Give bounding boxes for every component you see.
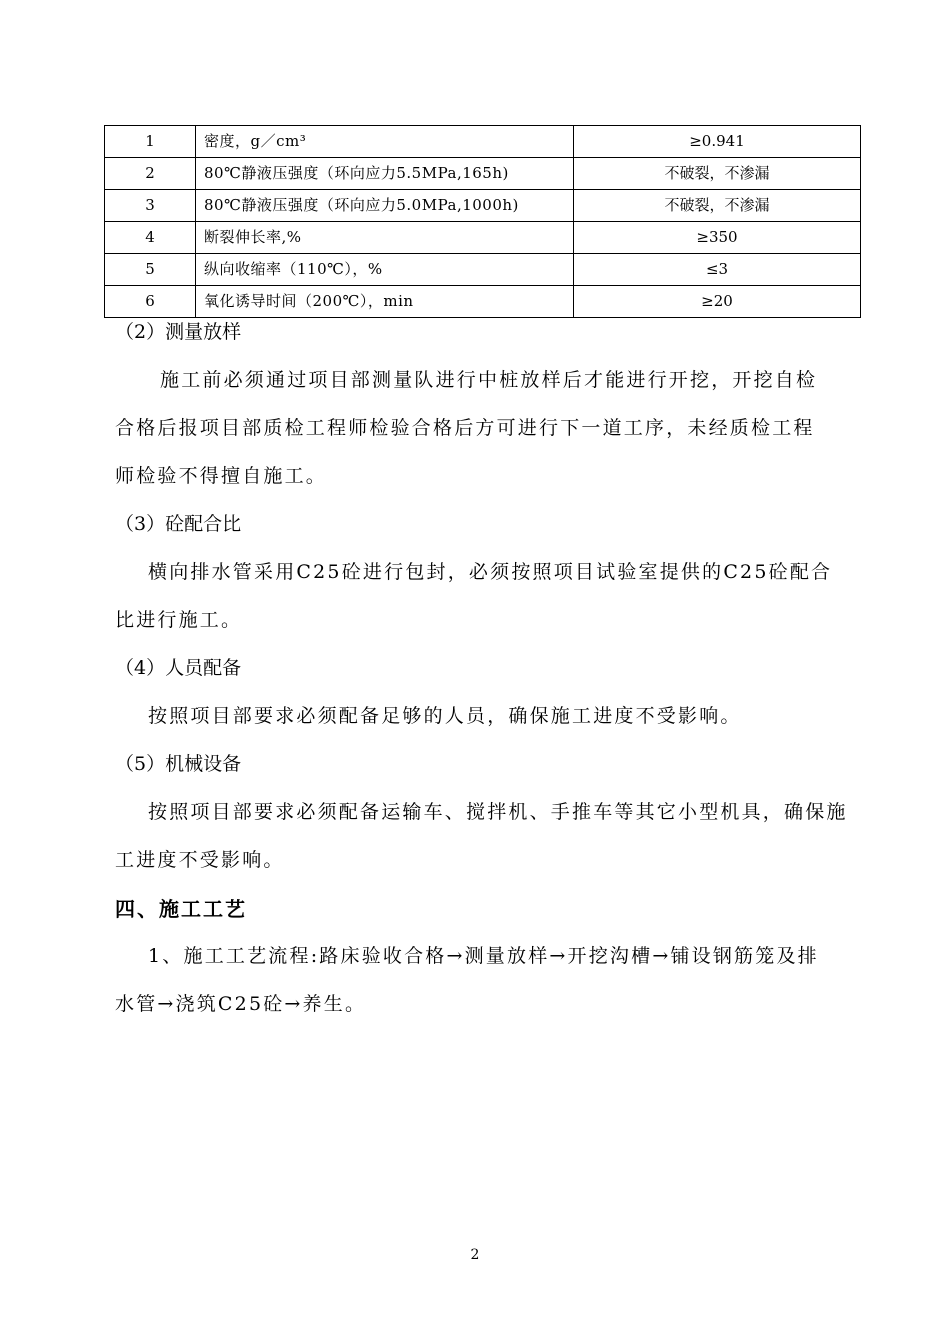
row-number: 3 xyxy=(105,190,196,222)
paragraph-line: 按照项目部要求必须配备足够的人员，确保施工进度不受影响。 xyxy=(148,705,742,727)
page-number: 2 xyxy=(470,1247,480,1263)
table-row xyxy=(105,126,861,158)
paragraph-line: 施工前必须通过项目部测量队进行中桩放样后才能进行开挖，开挖自检 xyxy=(160,369,818,391)
section-heading-machinery: （5）机械设备 xyxy=(115,753,242,775)
row-item: 断裂伸长率,% xyxy=(196,222,574,254)
chapter-heading: 四、施工工艺 xyxy=(115,897,247,921)
row-value: ≤3 xyxy=(574,254,861,286)
section-heading-mix-ratio: （3）砼配合比 xyxy=(115,513,242,535)
table-row xyxy=(105,222,861,254)
table-row xyxy=(105,190,861,222)
row-item: 纵向收缩率（110℃），% xyxy=(196,254,574,286)
row-item: 氧化诱导时间（200℃），min xyxy=(196,286,574,318)
row-number: 5 xyxy=(105,254,196,286)
section-heading-personnel: （4）人员配备 xyxy=(115,657,242,679)
row-item: 密度，g／cm³ xyxy=(196,126,574,158)
row-number: 1 xyxy=(105,126,196,158)
paragraph-line: 比进行施工。 xyxy=(115,609,243,631)
table-row xyxy=(105,254,861,286)
row-item: 80℃静液压强度（环向应力5.0MPa,1000h) xyxy=(196,190,574,222)
row-value: ≥20 xyxy=(574,286,861,318)
row-value: ≥350 xyxy=(574,222,861,254)
table-row xyxy=(105,158,861,190)
paragraph-line: 师检验不得擅自施工。 xyxy=(115,465,328,487)
row-number: 4 xyxy=(105,222,196,254)
table-row xyxy=(105,286,861,318)
row-value: 不破裂，不渗漏 xyxy=(574,190,861,222)
paragraph-line: 工进度不受影响。 xyxy=(115,849,285,871)
row-item: 80℃静液压强度（环向应力5.5MPa,165h) xyxy=(196,158,574,190)
paragraph-line: 水管→浇筑C25砼→养生。 xyxy=(115,993,367,1015)
row-number: 6 xyxy=(105,286,196,318)
row-value: ≥0.941 xyxy=(574,126,861,158)
paragraph-line: 按照项目部要求必须配备运输车、搅拌机、手推车等其它小型机具，确保施 xyxy=(148,801,848,823)
paragraph-line: 1、施工工艺流程:路床验收合格→测量放样→开挖沟槽→铺设钢筋笼及排 xyxy=(148,945,819,967)
row-number: 2 xyxy=(105,158,196,190)
row-value: 不破裂，不渗漏 xyxy=(574,158,861,190)
paragraph-line: 横向排水管采用C25砼进行包封，必须按照项目试验室提供的C25砼配合 xyxy=(148,561,833,583)
spec-table xyxy=(104,125,861,318)
paragraph-line: 合格后报项目部质检工程师检验合格后方可进行下一道工序，未经质检工程 xyxy=(115,417,815,439)
section-heading-surveying: （2）测量放样 xyxy=(115,321,242,343)
